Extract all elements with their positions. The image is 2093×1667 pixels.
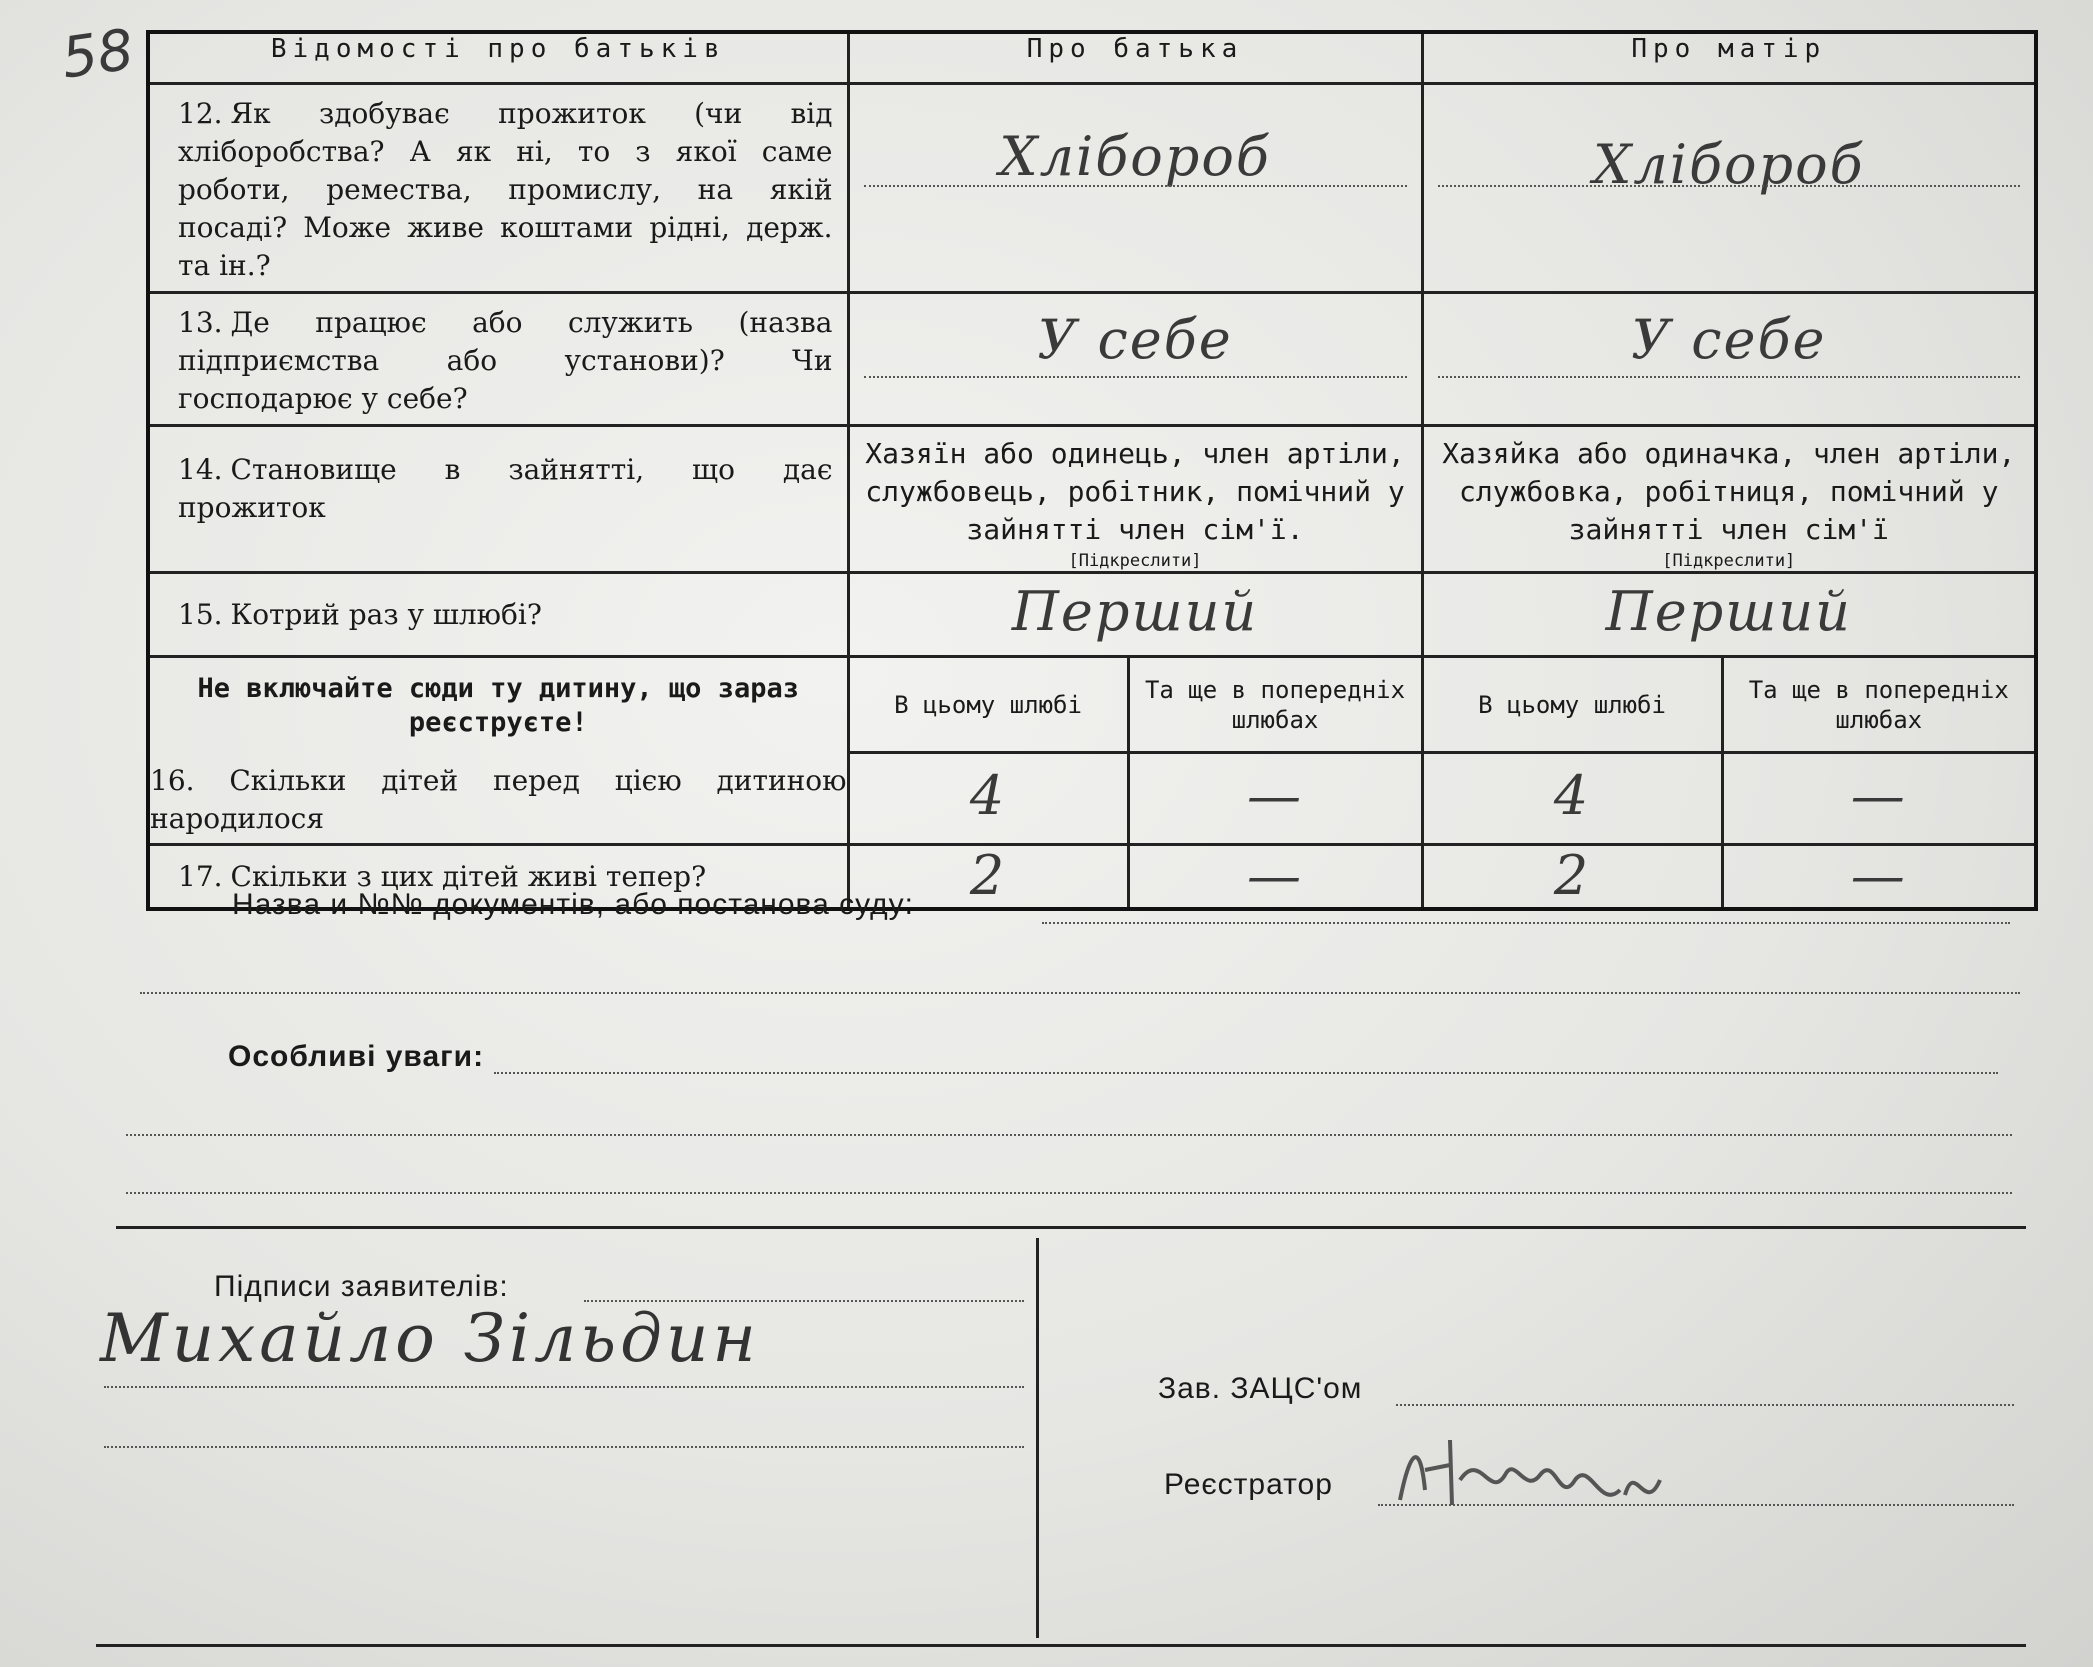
question-14	[148, 426, 848, 573]
question-15	[148, 573, 848, 657]
q16-father-this	[848, 753, 1128, 845]
father-answer-12	[848, 84, 1422, 293]
remarks-label: Особливі уваги:	[228, 1040, 485, 1073]
handwritten-answer: Перший	[1605, 580, 1852, 643]
documents-line	[1042, 922, 2010, 924]
handwritten-answer: —	[1850, 844, 1907, 907]
question-number: 14.	[178, 453, 223, 486]
subheader-father-this-marriage: В цьому шлюбі	[848, 657, 1128, 753]
question-number: 13.	[178, 306, 223, 339]
documents-label: Назва и №№ документів, або постанова суду:	[232, 888, 915, 921]
subheader-mother-previous-marriages: Та ще в попередніх шлюбах	[1722, 657, 2036, 753]
handwritten-answer: 2	[1553, 844, 1591, 907]
father-occupation-options	[848, 426, 1422, 573]
signatures-line-2	[104, 1386, 1024, 1388]
parents-info-table	[146, 30, 2038, 911]
registrar-label: Реєстратор	[1164, 1468, 1333, 1501]
row-q13	[148, 293, 2036, 426]
question-text: Як здобуває прожиток (чи від хліборобства? А як ні, то з якої саме роботи, ремества, промислу, на якій посаді? Може живе коштами рідні, держ. та ін.?	[178, 97, 833, 282]
handwritten-answer: Перший	[1011, 580, 1259, 643]
signatures-line-3	[104, 1446, 1024, 1448]
question-text: Становище в зайнятті, що дає прожиток	[178, 453, 833, 524]
bottom-rule	[96, 1644, 2026, 1647]
question-number: 17.	[178, 860, 223, 893]
question-number: 15.	[178, 598, 223, 631]
q16-mother-previous	[1722, 753, 2036, 845]
mother-answer-15	[1422, 573, 2036, 657]
children-exclusion-note: Не включайте сюди ту дитину, що зараз реєструєте!	[197, 673, 799, 738]
occupation-options-text: Хазяїн або одинець, член артіли, службовець, робітник, помічний у зайнятті член сім'ї.	[865, 437, 1405, 546]
row-q14	[148, 426, 2036, 573]
dotted-line	[864, 185, 1407, 187]
q17-mother-this	[1422, 845, 1722, 909]
handwritten-answer: Хлібороб	[1592, 133, 1865, 196]
handwritten-answer: У себе	[1631, 308, 1827, 371]
row-q15	[148, 573, 2036, 657]
children-note-and-q16	[148, 657, 848, 845]
q16-mother-this	[1422, 753, 1722, 845]
father-answer-15	[848, 573, 1422, 657]
header-father: Про батька	[848, 32, 1422, 84]
signature-column-divider	[1036, 1238, 1039, 1638]
handwritten-answer: —	[1247, 844, 1303, 907]
subheader-father-previous-marriages: Та ще в попередніх шлюбах	[1128, 657, 1422, 753]
question-number: 12.	[178, 97, 223, 130]
applicant-signature: Михайло Зільдин	[100, 1300, 760, 1377]
question-text: Скільки дітей перед цією дитиною народилося	[150, 764, 847, 835]
handwritten-answer: 4	[969, 764, 1007, 827]
head-label: Зав. ЗАЦС'ом	[1158, 1372, 1363, 1405]
question-text: Котрий раз у шлюбі?	[230, 598, 542, 631]
archive-number: 58	[57, 17, 138, 92]
signatures-label: Підписи заявителів:	[214, 1270, 509, 1303]
mother-answer-13	[1422, 293, 2036, 426]
row-q12	[148, 84, 2036, 293]
underline-note: [Підкреслити]	[1662, 551, 1796, 571]
head-line	[1396, 1404, 2014, 1406]
header-mother: Про матір	[1422, 32, 2036, 84]
remarks-line-2	[126, 1134, 2012, 1136]
table-header-row	[148, 32, 2036, 84]
remarks-line-3	[126, 1192, 2012, 1194]
question-text: Скільки з цих дітей живі тепер?	[230, 860, 707, 893]
question-13	[148, 293, 848, 426]
documents-line-2	[140, 992, 2020, 994]
registrar-signature	[1390, 1420, 1690, 1530]
handwritten-answer: —	[1247, 764, 1303, 827]
handwritten-answer: Хлібороб	[999, 125, 1271, 188]
dotted-line	[864, 376, 1407, 378]
q16-father-previous	[1128, 753, 1422, 845]
subheader-mother-this-marriage: В цьому шлюбі	[1422, 657, 1722, 753]
mother-answer-12	[1422, 84, 2036, 293]
handwritten-answer: 4	[1553, 764, 1591, 827]
mother-occupation-options	[1422, 426, 2036, 573]
question-16	[150, 762, 847, 838]
q17-father-previous	[1128, 845, 1422, 909]
handwritten-answer: —	[1850, 764, 1907, 827]
occupation-options-text: Хазяйка або одиначка, член артіли, службовка, робітниця, помічний у зайнятті член сім'ї	[1442, 437, 2016, 546]
question-12	[148, 84, 848, 293]
father-answer-13	[848, 293, 1422, 426]
q17-mother-previous	[1722, 845, 2036, 909]
section-divider	[116, 1226, 2026, 1229]
dotted-line	[1438, 376, 2021, 378]
dotted-line	[1438, 185, 2021, 187]
remarks-line	[494, 1072, 1998, 1074]
header-parents-info: Відомості про батьків	[148, 32, 848, 84]
underline-note: [Підкреслити]	[1068, 551, 1202, 571]
handwritten-answer: У себе	[1037, 308, 1233, 371]
handwritten-answer: 2	[969, 844, 1007, 907]
row-children-subheader	[148, 657, 2036, 753]
question-text: Де працює або служить (назва підприємства або установи)? Чи господарює у себе?	[178, 306, 833, 415]
question-number: 16.	[150, 764, 195, 797]
